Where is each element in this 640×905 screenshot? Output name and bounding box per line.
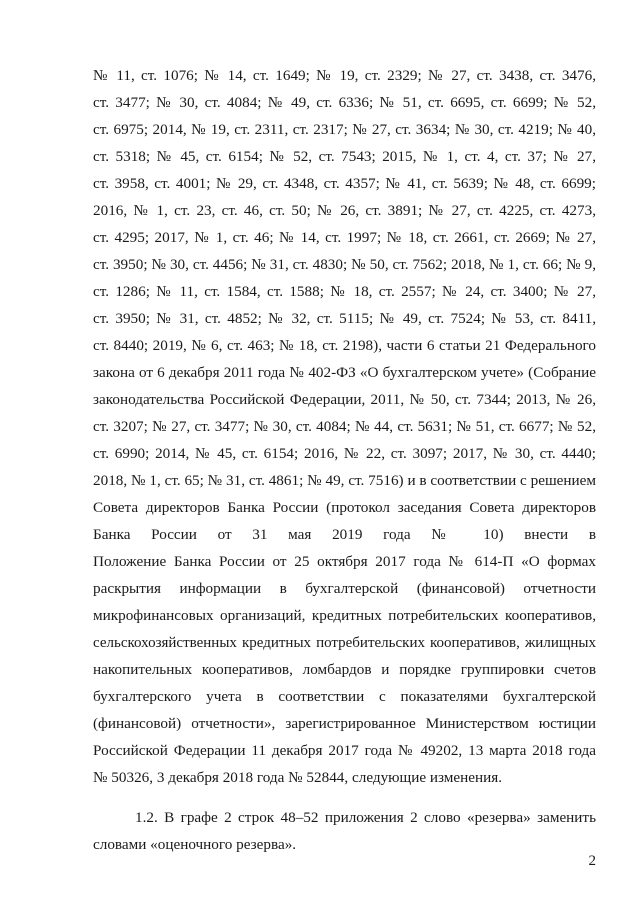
text-line: ст. 4295; 2017, № 1, ст. 46; № 14, ст. 1997; № 18, ст. 2661, ст. 2669; № 27, [93,229,596,246]
text-line: ст. 3950; № 31, ст. 4852; № 32, ст. 5115; № 49, ст. 7524; № 53, ст. 8411, [93,310,596,327]
text-line: ст. 3207; № 27, ст. 3477; № 30, ст. 4084; № 44, ст. 5631; № 51, ст. 6677; № 52, [93,418,596,435]
text-line: 2016, № 1, ст. 23, ст. 46, ст. 50; № 26, ст. 3891; № 27, ст. 4225, ст. 4273, [93,202,596,219]
text-line: накопительных кооперативов, ломбардов и порядке группировки счетов [93,661,596,678]
text-line: ст. 8440; 2019, № 6, ст. 463; № 18, ст. 2198), части 6 статьи 21 Федерального [93,337,596,354]
text-line: Банка России от 31 мая 2019 года № 10) внести в [93,526,596,543]
text-line: (финансовой) отчетности», зарегистрированное Министерством юстиции [93,715,596,732]
text-line: микрофинансовых организаций, кредитных потребительских кооперативов, [93,607,596,624]
text-line: ст. 3477; № 30, ст. 4084; № 49, ст. 6336; № 51, ст. 6695, ст. 6699; № 52, [93,94,596,111]
text-line: ст. 5318; № 45, ст. 6154; № 52, ст. 7543; 2015, № 1, ст. 4, ст. 37; № 27, [93,148,596,165]
text-line: 2018, № 1, ст. 65; № 31, ст. 4861; № 49, ст. 7516) и в соответствии с решением [93,472,596,489]
text-line: бухгалтерского учета в соответствии с показателями бухгалтерской [93,688,596,705]
text-line: ст. 6990; 2014, № 45, ст. 6154; 2016, № 22, ст. 3097; 2017, № 30, ст. 4440; [93,445,596,462]
text-line: № 50326, 3 декабря 2018 года № 52844, следующие изменения. [93,769,503,786]
text-line: Российской Федерации 11 декабря 2017 года № 49202, 13 марта 2018 года [93,742,596,759]
text-line: Совета директоров Банка России (протокол заседания Совета директоров [93,499,596,516]
text-line: словами «оценочного резерва». [93,836,297,853]
text-line: ст. 3950; № 30, ст. 4456; № 31, ст. 4830; № 50, ст. 7562; 2018, № 1, ст. 66; № 9, [93,256,596,273]
text-line: сельскохозяйственных кредитных потребительских кооперативов, жилищных [93,635,596,651]
text-line: раскрытия информации в бухгалтерской (финансовой) отчетности [93,580,596,597]
text-line: ст. 3958, ст. 4001; № 29, ст. 4348, ст. 4357; № 41, ст. 5639; № 48, ст. 6699; [93,175,596,192]
text-line: 1.2. В графе 2 строк 48–52 приложения 2 слово «резерва» заменить [135,809,596,826]
text-line: ст. 1286; № 11, ст. 1584, ст. 1588; № 18, ст. 2557; № 24, ст. 3400; № 27, [93,283,596,300]
page-number: 2 [588,853,596,869]
text-line: Положение Банка России от 25 октября 2017 года № 614-П «О формах [93,553,596,570]
text-line: закона от 6 декабря 2011 года № 402-ФЗ «О бухгалтерском учете» (Собрание [93,364,596,381]
text-line: ст. 6975; 2014, № 19, ст. 2311, ст. 2317; № 27, ст. 3634; № 30, ст. 4219; № 40, [93,121,596,138]
text-line: № 11, ст. 1076; № 14, ст. 1649; № 19, ст. 2329; № 27, ст. 3438, ст. 3476, [93,67,596,84]
text-line: законодательства Российской Федерации, 2011, № 50, ст. 7344; 2013, № 26, [93,391,596,408]
